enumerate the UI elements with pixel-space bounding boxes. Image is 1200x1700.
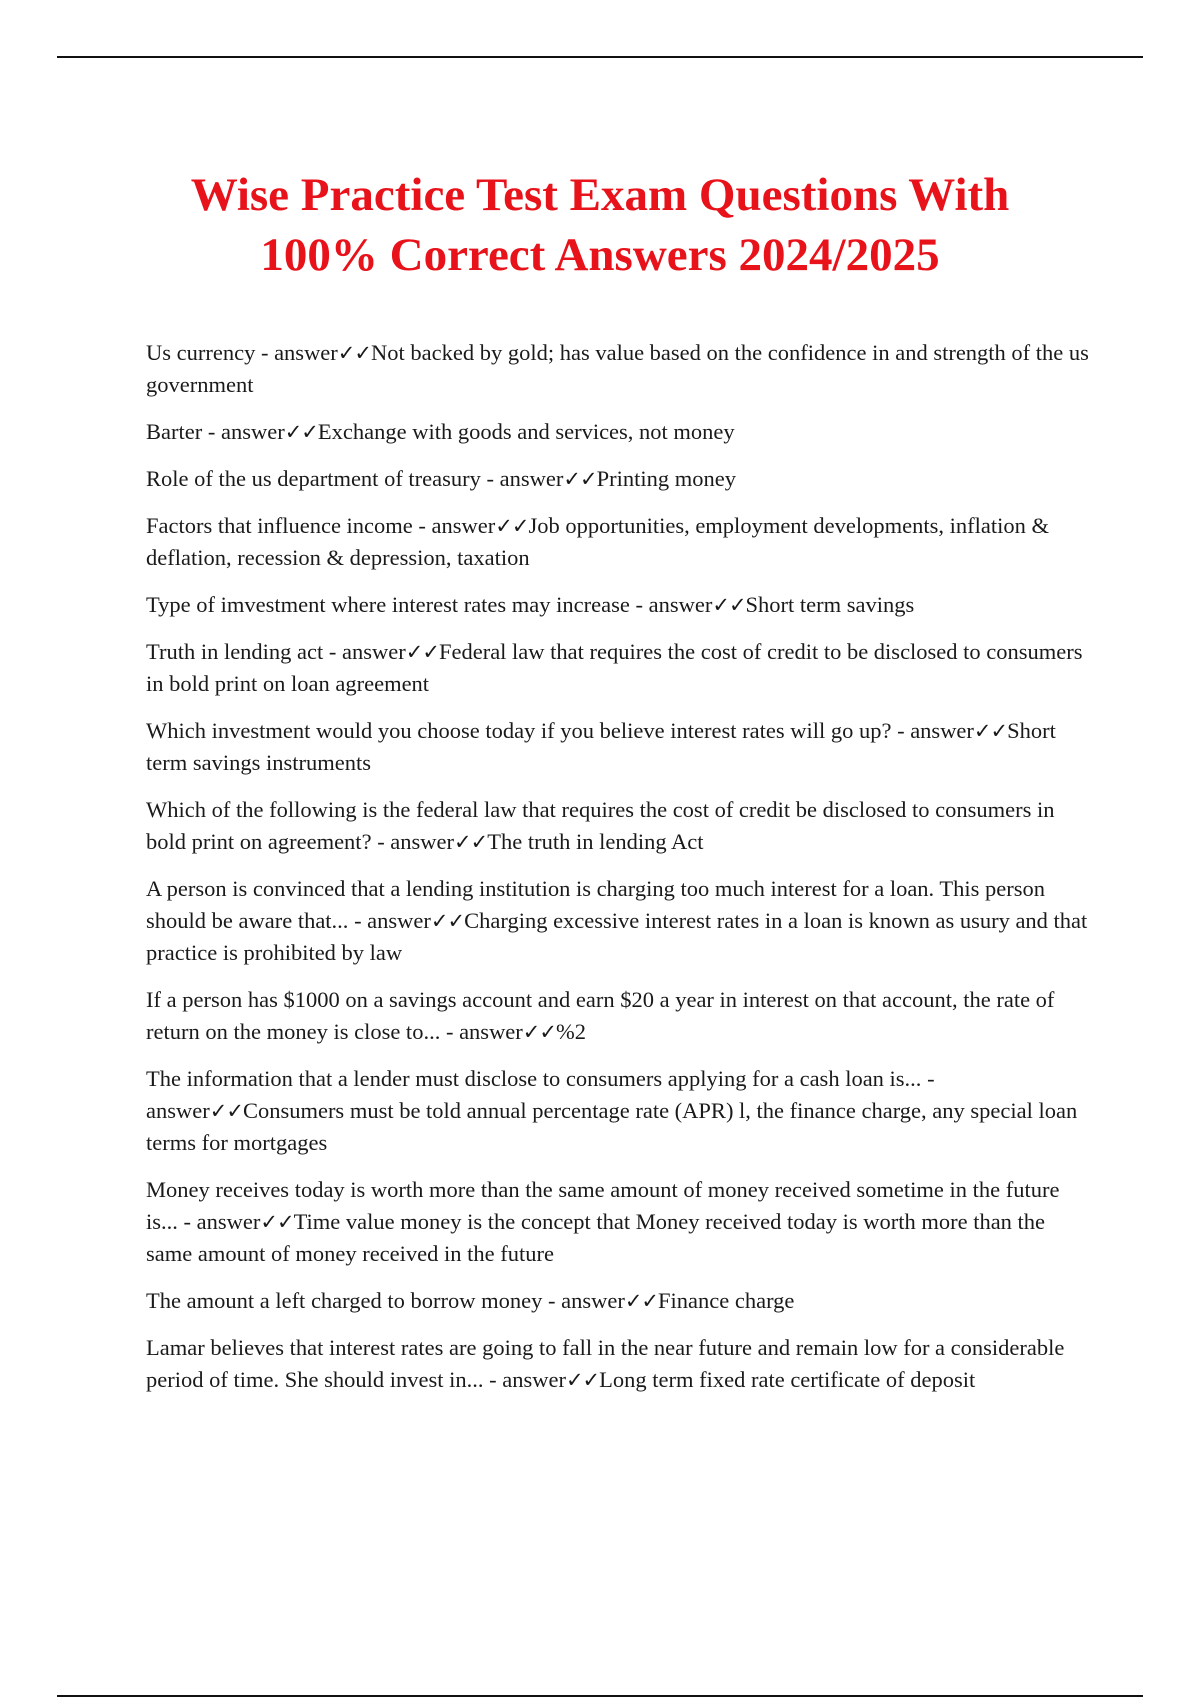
answer-separator: - answer — [542, 1288, 625, 1313]
question: Factors that influence income — [146, 513, 413, 538]
answer-separator: - answer — [483, 1367, 566, 1392]
qa-item — [146, 1332, 1096, 1396]
answer: Consumers must be told annual percentage rate (APR) l, the finance charge, any special loan terms for mortgages — [146, 1098, 1078, 1155]
question: The amount a left charged to borrow money — [146, 1288, 543, 1313]
answer-separator: - answer — [412, 513, 496, 538]
qa-item — [146, 589, 1096, 621]
answer-separator: - answer — [146, 1066, 935, 1123]
answer: Finance charge — [658, 1288, 795, 1313]
checkmark-icon: ✓✓ — [973, 719, 1008, 743]
checkmark-icon: ✓✓ — [405, 640, 439, 664]
question: The information that a lender must disclose to consumers applying for a cash loan is... — [146, 1066, 922, 1091]
qa-item — [146, 337, 1096, 401]
qa-item — [146, 510, 1096, 574]
question: A person is convinced that a lending institution is charging too much interest for a loan. This person should be aware that... — [146, 876, 1046, 933]
qa-item — [146, 1063, 1096, 1159]
question: Which of the following is the federal law that requires the cost of credit be disclosed to consumers in bold print on agreement? — [146, 797, 1055, 854]
checkmark-icon: ✓✓ — [624, 1289, 659, 1313]
answer-separator: - answer — [202, 419, 285, 444]
answer-separator: - answer — [891, 718, 974, 743]
checkmark-icon: ✓✓ — [430, 909, 465, 933]
answer-separator: - answer — [440, 1019, 523, 1044]
answer: Time value money is the concept that Money received today is worth more than the same amount of money received in the future — [146, 1209, 1046, 1266]
question: Type of imvestment where interest rates may increase — [146, 592, 630, 617]
bottom-rule — [57, 1695, 1143, 1697]
answer-separator: - answer — [255, 340, 338, 365]
question: Truth in lending act — [146, 639, 324, 664]
question: Which investment would you choose today if you believe interest rates will go up? — [146, 718, 892, 743]
answer: Short term savings — [745, 592, 915, 617]
question: Us currency — [146, 340, 256, 365]
title-line-1: Wise Practice Test Exam Questions With — [190, 169, 1010, 221]
qa-item — [146, 416, 1096, 448]
answer-separator: - answer — [629, 592, 713, 617]
checkmark-icon: ✓✓ — [565, 1368, 600, 1392]
title-line-2: 100% Correct Answers 2024/2025 — [260, 229, 940, 281]
qa-item — [146, 1174, 1096, 1270]
question: Role of the us department of treasury — [146, 466, 481, 491]
checkmark-icon: ✓✓ — [337, 341, 371, 365]
answer-separator: - answer — [177, 1209, 261, 1234]
question: Money receives today is worth more than the same amount of money received sometime in the future is... — [146, 1177, 1060, 1234]
answer: Job opportunities, employment developments, inflation & deflation, recession & depression, taxation — [146, 513, 1050, 570]
qa-item — [146, 636, 1096, 700]
qa-list — [146, 337, 1096, 1411]
answer-separator: - answer — [480, 466, 564, 491]
answer: Short term savings instruments — [146, 718, 1056, 775]
checkmark-icon: ✓✓ — [563, 467, 597, 491]
qa-item — [146, 794, 1096, 858]
checkmark-icon: ✓✓ — [712, 593, 746, 617]
qa-item — [146, 984, 1096, 1048]
answer: The truth in lending Act — [487, 829, 704, 854]
checkmark-icon: ✓✓ — [522, 1020, 556, 1044]
qa-item — [146, 715, 1096, 779]
answer: Not backed by gold; has value based on the confidence in and strength of the us government — [146, 340, 1089, 397]
checkmark-icon: ✓✓ — [284, 420, 318, 444]
answer-separator: - answer — [371, 829, 455, 854]
qa-item — [146, 873, 1096, 969]
checkmark-icon: ✓✓ — [209, 1099, 243, 1123]
answer: Long term fixed rate certificate of deposit — [599, 1367, 976, 1392]
question: Barter — [146, 419, 203, 444]
answer: Federal law that requires the cost of credit to be disclosed to consumers in bold print on loan agreement — [146, 639, 1083, 696]
answer-separator: - answer — [348, 908, 431, 933]
question: If a person has $1000 on a savings account and earn $20 a year in interest on that account, the rate of return on the money is close to... — [146, 987, 1055, 1044]
answer: Charging excessive interest rates in a loan is known as usury and that practice is prohibited by law — [146, 908, 1088, 965]
answer-separator: - answer — [323, 639, 406, 664]
answer: Exchange with goods and services, not money — [317, 419, 735, 444]
checkmark-icon: ✓✓ — [495, 514, 529, 538]
checkmark-icon: ✓✓ — [454, 830, 488, 854]
qa-item — [146, 463, 1096, 495]
document-title — [100, 165, 1100, 285]
question: Lamar believes that interest rates are going to fall in the near future and remain low for a considerable period of time. She should invest in... — [146, 1335, 1065, 1392]
qa-item — [146, 1285, 1096, 1317]
answer: Printing money — [596, 466, 736, 491]
answer: %2 — [556, 1019, 586, 1044]
top-rule — [57, 56, 1143, 58]
checkmark-icon: ✓✓ — [260, 1210, 294, 1234]
